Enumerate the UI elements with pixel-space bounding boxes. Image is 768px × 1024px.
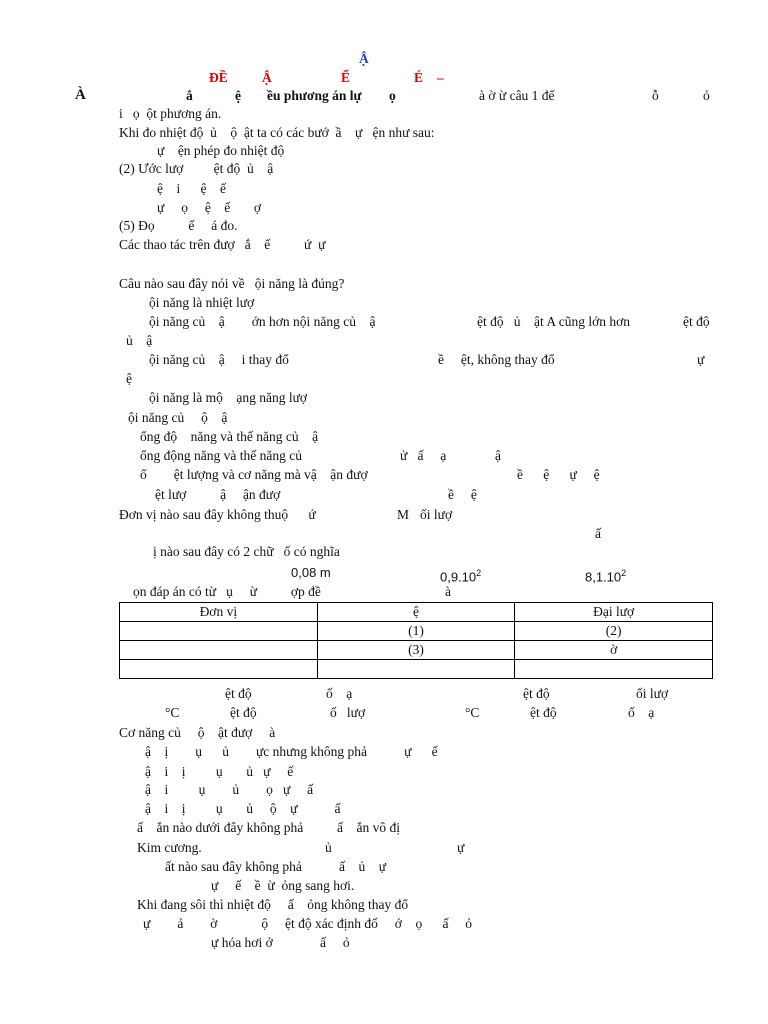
title-part-3: Ể [341,70,351,85]
q7-option-b: ậ i ị ụ ủ ự ế [145,764,294,779]
title-top: Ậ [359,51,369,66]
q4-tail: ối lượ [420,507,453,522]
q4-option: ấ [595,526,601,541]
table-cell [515,660,713,679]
q9-option-a: ự ế ề ừ ỏng sang hơi. [211,878,355,893]
q6-answer1-d: ối lượ [636,686,669,701]
q8-option-a: Kim cương. [137,840,202,855]
q8-option-c: ự [457,840,465,855]
q2-option-c-part4: ệ [126,371,132,386]
q3-option-b-part1: ổng động năng và thế năng củ [140,448,302,463]
instruction-p4: ọ [389,88,396,103]
instruction-p1: ắ [186,88,193,103]
q2-option-b-part2: ệt độ ủ ật A cũng lớn hơn [477,314,631,329]
table-cell [120,641,318,660]
title-part-4: É [414,70,424,85]
q3-option-c-part2: ề ệ ự ệ [517,467,600,482]
q2-option-b-part1: ội năng củ ậ ớn hơn nội năng củ ậ [149,314,376,329]
table-row [120,622,713,641]
q9-option-d: ự hóa hơi ở ấ ỏ [211,935,350,950]
unit-table [119,602,713,679]
table-cell: (2) [515,622,713,641]
q4-m: M [397,507,410,522]
q1-step-1: ự ện phép đo nhiệt độ [157,143,285,158]
q6-stem: ọn đáp án có từ ụ ừ ợp đề [133,584,321,599]
q4-stem: Đơn vị nào sau đây không thuộ ứ [119,507,316,522]
q6-answer1-c: ệt độ [523,686,550,701]
q5-stem: ị nào sau đây có 2 chữ ố có nghĩa [153,544,340,559]
instruction-p5: à ờ ừ câu 1 đế [479,88,555,103]
q5-option-a: 0,08 m [291,565,331,580]
q3-option-d-part2: ề ệ [448,487,477,502]
q6-answer2-e: ệt độ [530,705,557,720]
q9-option-b: Khi đang sôi thì nhiệt độ ấ ỏng không thay đổ [137,897,409,912]
q8-stem: ấ ắn nào dưới đây không phả ấ ắn vô đị [137,820,401,835]
q1-stem: Khi đo nhiệt độ ủ ộ ật ta có các bướ ầ ự ện như sau: [119,125,435,140]
table-row [120,641,713,660]
q6-answer2-a: °C [165,705,180,720]
q9-option-c: ự ả ờ ộ ệt độ xác định đố ớ ọ ấ ỏ [143,916,473,931]
q2-option-d: ội năng là mộ ạng năng lượ [149,390,308,405]
q3-option-c-part1: ổ ệt lượng và cơ năng mà vậ ận đượ [140,467,368,482]
table-cell: (3) [317,641,515,660]
title-part-1: ĐỀ [209,70,228,85]
q2-option-b-part3: ệt độ [683,314,710,329]
q3-option-b-part2: ử ấ ạ [400,448,447,463]
table-cell [120,660,318,679]
q1-step-3: ệ i ệ ế [157,181,226,196]
q2-option-c-part2: ề ệt, không thay đổ [438,352,555,367]
q2-stem: Câu nào sau đây nói về ội năng là đúng? [119,276,345,291]
instruction-line2: i ọ ột phương án. [119,106,222,121]
q6-answer1-b: ố ạ [326,686,353,701]
q6-answer2-f: ố ạ [628,705,655,720]
title-part-2: Ậ [262,70,272,85]
q6-answer2-d: °C [465,705,480,720]
table-header: Đơn vị [120,603,318,622]
q5-option-c: 8,1.10$^2$ [585,568,627,585]
q8-option-b: ủ [325,840,332,855]
table-cell: ờ [515,641,713,660]
instruction-p7: ỏ [703,88,710,103]
q2-option-b-part4: ủ ậ [126,333,153,348]
q3-option-a: ổng độ năng và thế năng củ ậ [140,429,319,444]
q1-step-2: (2) Ước lượ ệt độ ủ ậ [119,161,274,176]
q2-option-c-part1: ội năng củ ậ i thay đổ [149,352,289,367]
q7-option-a: ậ ị ụ ủ ực nhưng không phả ự ế [145,744,438,759]
q7-option-c: ậ i ụ ủ ọ ự ấ [145,782,314,797]
q1-step-4: ự ọ ệ ế ợ [157,200,262,215]
instruction-lead: À [75,87,86,103]
q2-option-a: ội năng là nhiệt lượ [149,295,255,310]
table-header: Đại lượ [515,603,713,622]
table-cell [120,622,318,641]
q3-stem: ội năng củ ộ ậ [128,410,228,425]
table-cell [317,660,515,679]
q1-step-5: (5) Đọ ế á đo. [119,218,238,233]
q6-answer2-b: ệt độ [230,705,257,720]
q7-stem: Cơ năng củ ộ ật đượ à [119,725,276,740]
title-part-5: – [437,70,444,85]
q1-step-6: Các thao tác trên đượ ắ ế ứ ự [119,237,326,252]
q5-option-b: 0,9.10$^2$ [440,568,482,585]
instruction-p3: ều phương án lự [267,88,362,103]
q9-stem: ất nào sau đây không phả ấ ủ ự [165,859,387,874]
q6-stem-tail: à [445,584,451,599]
table-header-row [120,603,713,622]
q3-option-d-part1: ệt lượ ậ ận đượ [155,487,281,502]
q7-option-d: ậ i ị ụ ủ ộ ự ấ [145,801,341,816]
instruction-p2: ệ [235,88,241,103]
table-header: ệ [317,603,515,622]
table-row [120,660,713,679]
q6-answer1-a: ệt độ [225,686,252,701]
instruction-p6: ỗ [652,88,659,103]
table-cell: (1) [317,622,515,641]
q6-answer2-c: ố lượ [330,705,366,720]
q2-option-c-part3: ự [697,352,705,367]
q3-option-b-part3: ậ [495,448,501,463]
